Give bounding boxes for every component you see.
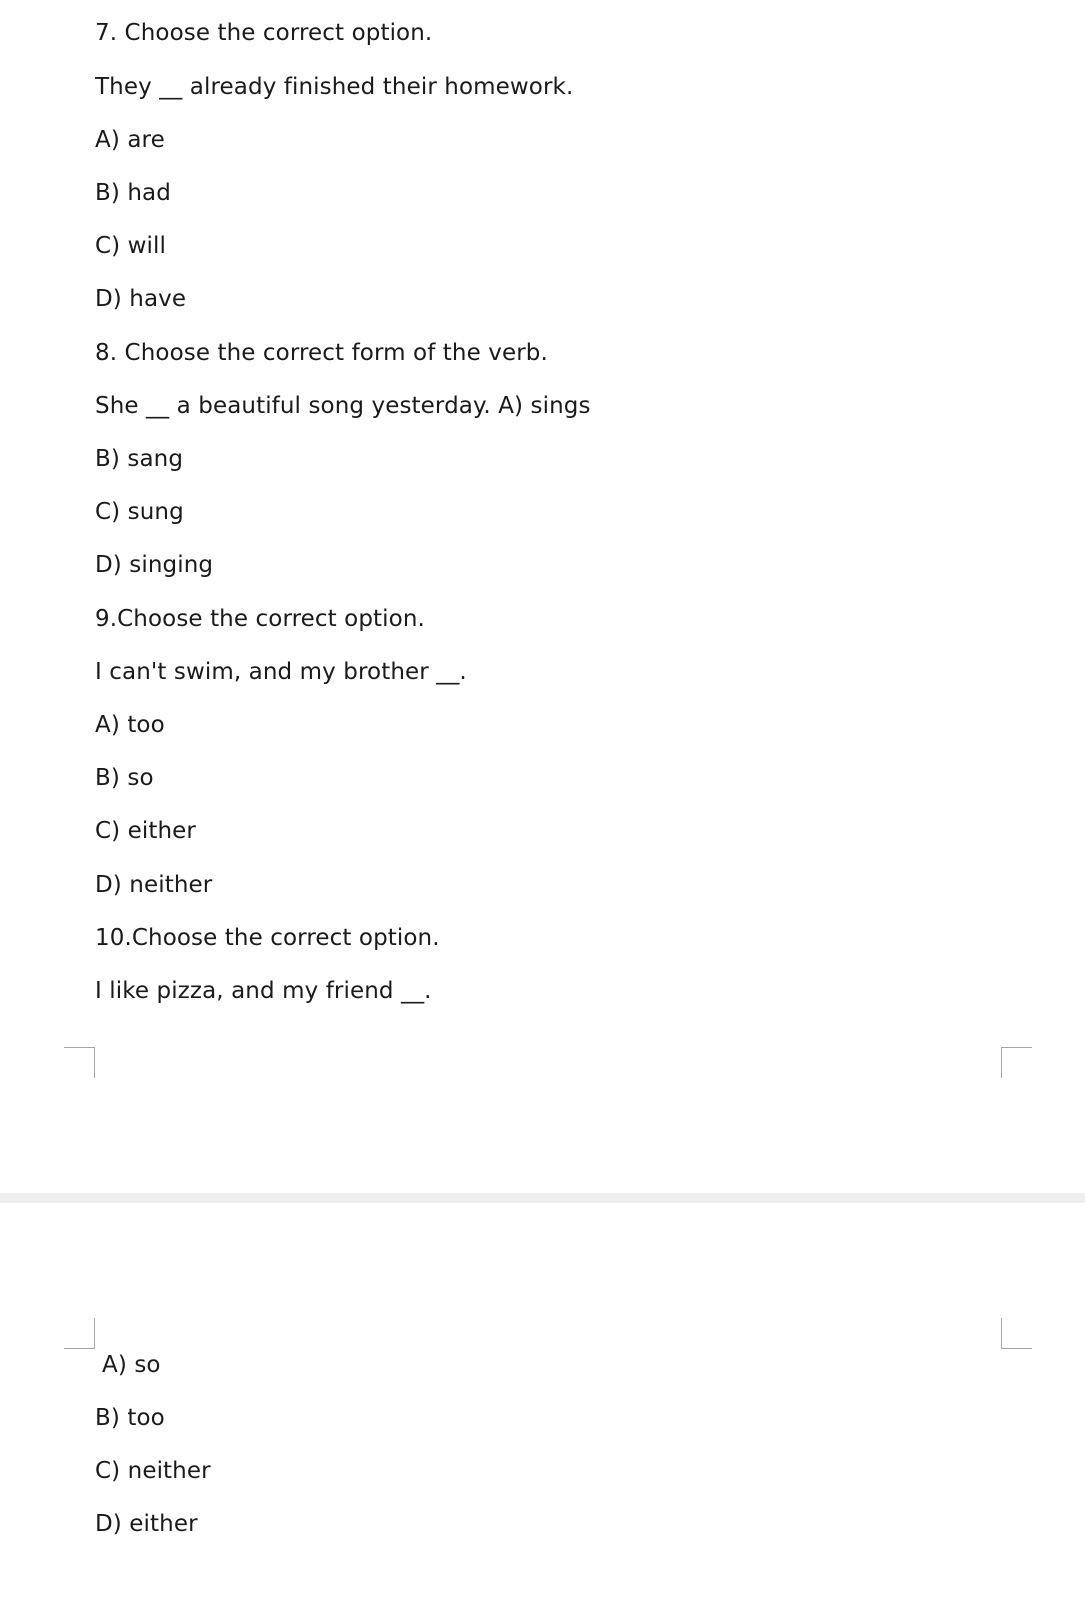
question-8-sentence: She __ a beautiful song yesterday. A) sings xyxy=(95,393,591,419)
margin-corner-mark-bottom-right xyxy=(1001,1047,1032,1078)
question-10-option-c: C) neither xyxy=(95,1458,211,1484)
question-10-option-b: B) too xyxy=(95,1405,165,1431)
question-10-option-a: A) so xyxy=(102,1352,161,1378)
question-9-sentence: I can't swim, and my brother __. xyxy=(95,659,467,685)
question-10-title: 10.Choose the correct option. xyxy=(95,925,440,951)
question-7-title: 7. Choose the correct option. xyxy=(95,20,433,46)
page-separator xyxy=(0,1193,1085,1203)
question-9-title: 9.Choose the correct option. xyxy=(95,606,425,632)
margin-corner-mark-top-left xyxy=(64,1318,95,1349)
question-8-option-d: D) singing xyxy=(95,552,214,578)
question-10-sentence: I like pizza, and my friend __. xyxy=(95,978,432,1004)
question-9-option-a: A) too xyxy=(95,712,165,738)
margin-corner-mark-top-right xyxy=(1001,1318,1032,1349)
question-9-option-d: D) neither xyxy=(95,872,213,898)
question-8-option-c: C) sung xyxy=(95,499,184,525)
question-7-option-a: A) are xyxy=(95,127,165,153)
question-8-title: 8. Choose the correct form of the verb. xyxy=(95,340,548,366)
question-7-sentence: They __ already finished their homework. xyxy=(95,74,574,100)
question-7-option-b: B) had xyxy=(95,180,171,206)
margin-corner-mark-bottom-left xyxy=(64,1047,95,1078)
question-8-option-b: B) sang xyxy=(95,446,184,472)
document-page-2 xyxy=(0,1203,1085,1597)
question-9-option-c: C) either xyxy=(95,818,196,844)
question-7-option-c: C) will xyxy=(95,233,167,259)
question-10-option-d: D) either xyxy=(95,1511,198,1537)
question-9-option-b: B) so xyxy=(95,765,154,791)
question-7-option-d: D) have xyxy=(95,286,187,312)
